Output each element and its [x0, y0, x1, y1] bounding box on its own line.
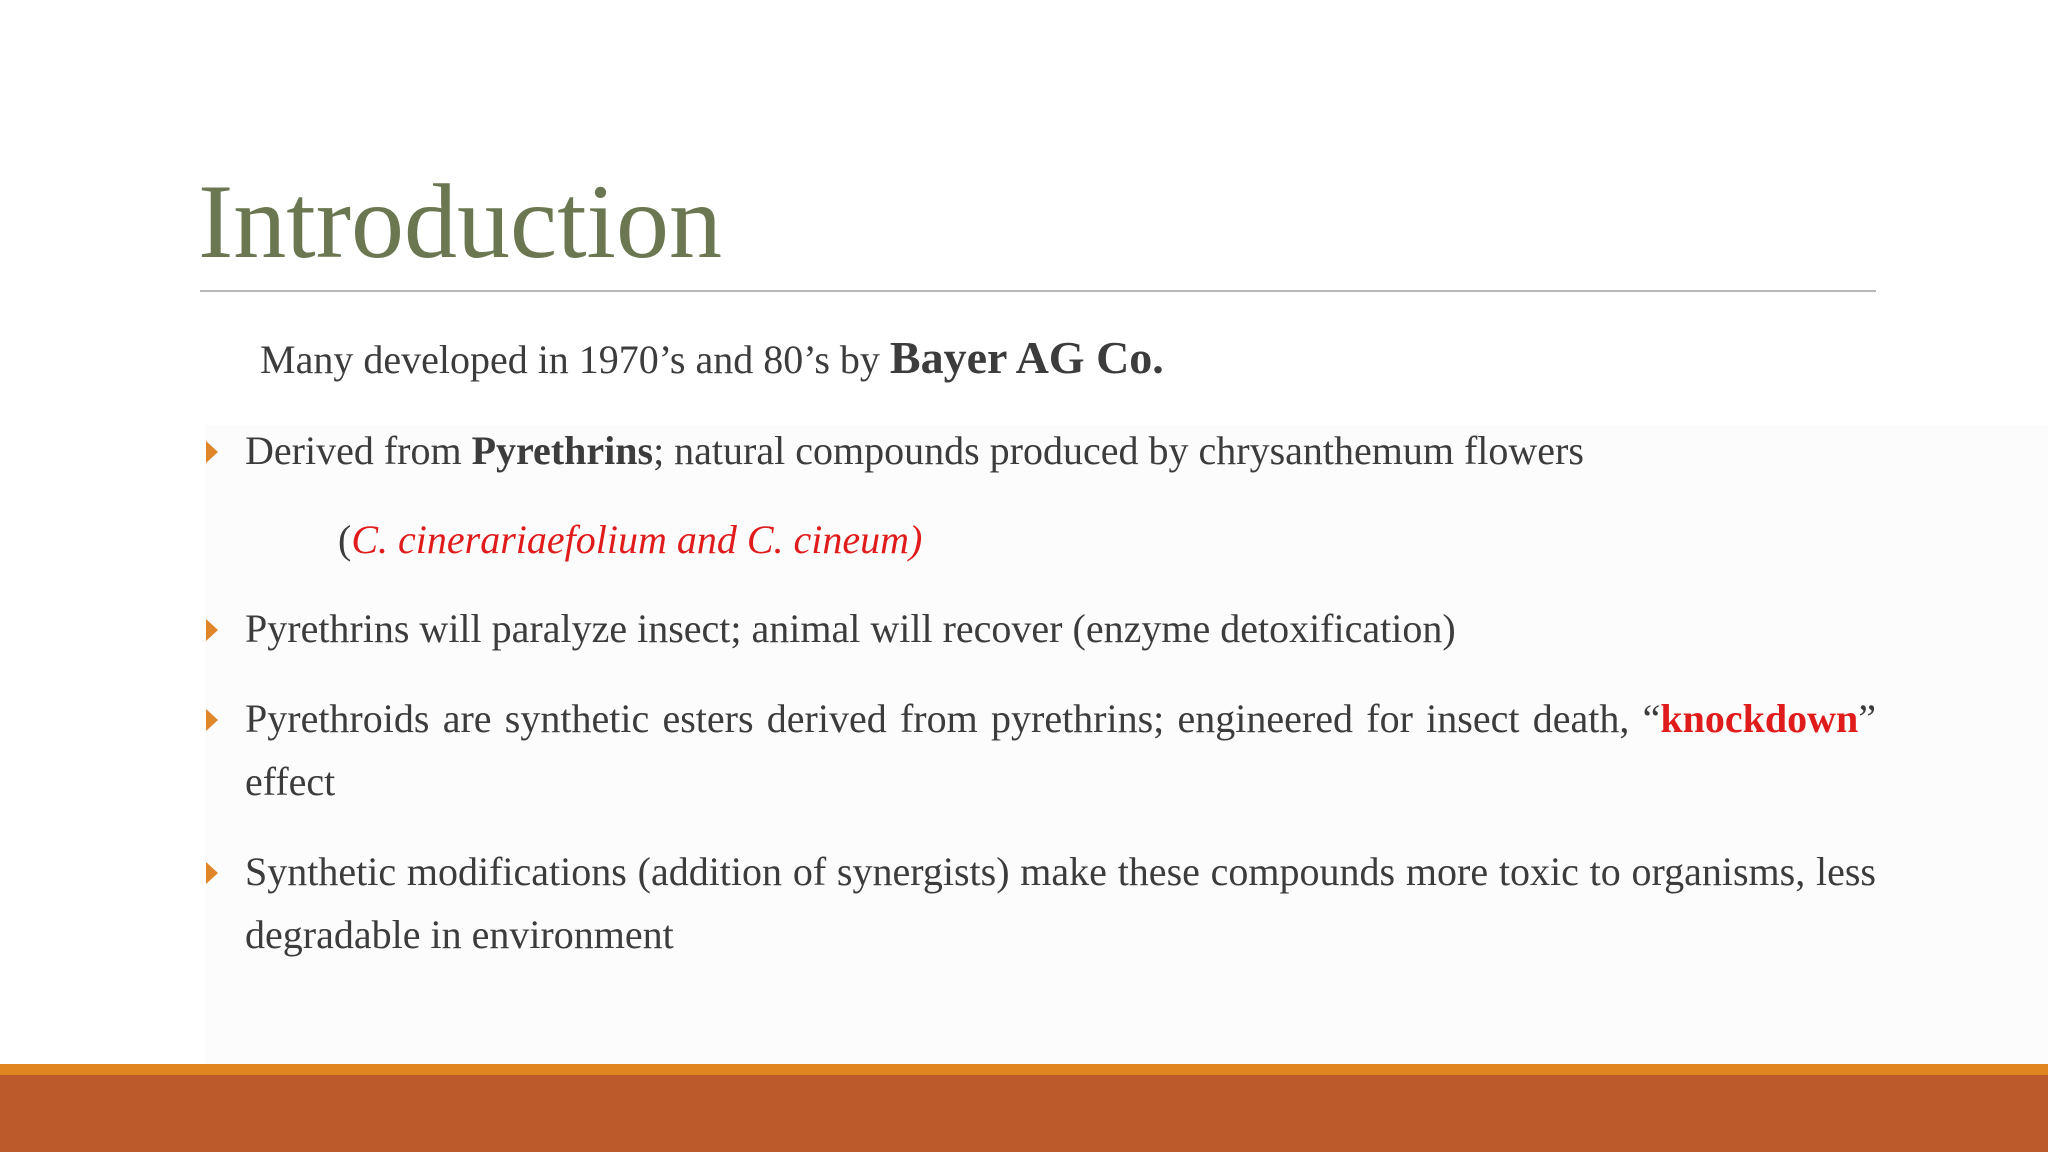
- pyrethrins-term: Pyrethrins: [471, 428, 654, 473]
- company-name: Bayer AG Co.: [889, 332, 1164, 383]
- species-open-paren: (: [338, 517, 352, 562]
- intro-text: Many developed in 1970’s and 80’s by: [260, 337, 890, 382]
- bullet-item-pyrethroids: [200, 687, 1876, 813]
- bullet-item-paralysis: [200, 597, 1876, 660]
- species-names: C. cinerariaefolium and C. cineum): [351, 517, 923, 562]
- bullet-arrow-icon: [206, 709, 218, 731]
- bullet-arrow-icon: [206, 441, 218, 463]
- bullet-text: [245, 687, 1876, 813]
- species-note: [338, 508, 922, 571]
- bullet-text-pre: Derived from: [245, 428, 472, 473]
- slide-title: Introduction: [198, 163, 722, 280]
- footer-accent-stripe: [0, 1064, 2048, 1075]
- title-divider: [200, 290, 1876, 292]
- bullet-item-pyrethrins-origin: [200, 419, 1876, 482]
- footer-bar: [0, 1075, 2048, 1152]
- bullet-text-post: ; natural compounds produced by chrysanthemum flowers: [653, 428, 1584, 473]
- bullet-text: Synthetic modifications (addition of synergists) make these compounds more toxic to organisms, less degradable in environment: [245, 849, 1876, 957]
- intro-line: [260, 330, 1164, 388]
- bullet-text: Pyrethrins will paralyze insect; animal will recover (enzyme detoxification): [245, 606, 1456, 651]
- bullet-text-pre: Pyrethroids are synthetic esters derived from pyrethrins; engineered for insect death, “: [245, 696, 1661, 741]
- bullet-arrow-icon: [206, 862, 218, 884]
- knockdown-term: knockdown: [1660, 696, 1859, 741]
- bullet-arrow-icon: [206, 619, 218, 641]
- bullet-item-synthetic-modifications: [200, 840, 1876, 966]
- bullet-text: [245, 419, 1876, 482]
- bullet-text-post: ” effect: [245, 696, 1876, 804]
